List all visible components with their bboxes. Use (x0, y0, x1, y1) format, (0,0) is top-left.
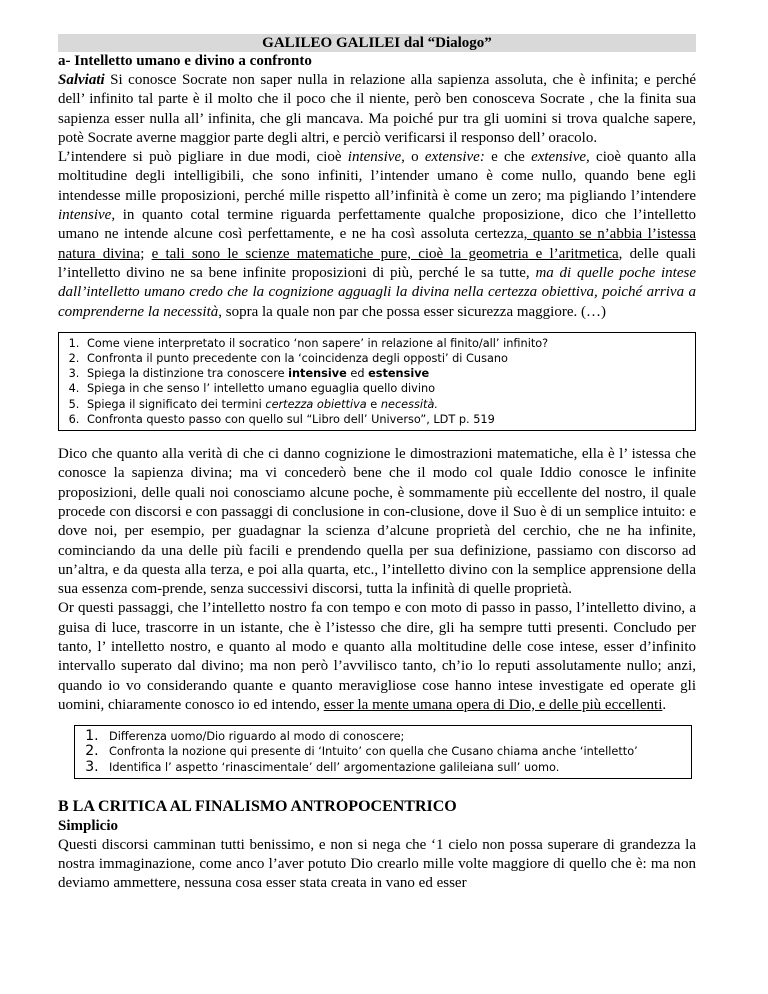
speaker-name: Salviati (58, 72, 105, 88)
question-item: 3. Identifica l’ aspetto ‘rinascimentale’ dell’ argomentazione galileiana sull’ uomo. (103, 760, 685, 775)
paragraph-simplicio: Questi discorsi camminan tutti benissimo, e non si nega che ‘1 cielo non possa superare di grandezza la nostra immaginazione, come anco l’aver potuto Dio crearlo mille volte maggiore di quello che è: ma non deviamo ammettere, nessuna cosa esser stata creata in vano ed esser (58, 836, 696, 892)
question-item: 4. Spiega in che senso l’ intelletto umano eguaglia quello divino (83, 381, 689, 396)
speaker-simplicio: Simplicio (58, 817, 119, 834)
questions-box-1 (58, 332, 696, 431)
document-page (58, 34, 696, 894)
question-item: 1. Differenza uomo/Dio riguardo al modo di conoscere; (103, 729, 685, 744)
paragraph-salviati-1: Salviati Si conosce Socrate non saper nulla in relazione alla sapienza assoluta, che è infinita; e perché dell’ infinito tal parte è il molto che il poco che il niente, però ben conosceva Socrate , che la finita sua sapienza esser nulla all’ infinita, che gli mancava. Ma poiché pur tra gli uomini si trova qualche sapere, potè Socrate averne maggior parte degli altri, e perciò verificarsi il responso dell’ oracolo. (58, 72, 696, 146)
questions-box-2 (74, 725, 692, 779)
question-item: 2. Confronta il punto precedente con la ‘coincidenza degli opposti’ di Cusano (83, 351, 689, 366)
question-item: 6. Confronta questo passo con quello sul “Libro dell’ Universo”, LDT p. 519 (83, 412, 689, 427)
paragraph-verita: Dico che quanto alla verità di che ci danno cognizione le dimostrazioni matematiche, ella è l’ istessa che conosce la sapienza divina; ma vi concederò bene che il modo col quale Iddio conosce le infinite proposizioni, delle quali noi conosciamo alcune poche, è sommamente più eccellente del nostro, il quale procede con discorsi e con passaggi di conclusione in con-clusione, dove il Suo è di un semplice intuito: e dove noi, per esempio, per guadagnar la scienza d’alcune proprietà del cerchio, che ne ha infinite, cominciando da una delle più facili e prendendo quella per sua definizione, passiamo con discorso ad un’altra, e da questa alla terza, e poi alla quarta, etc., l’intelletto divino con la semplice apprensione della sua essenza com-prende, senza successivi discorsi, tutta la infinità di quelle proprietà. (58, 446, 696, 598)
document-title: GALILEO GALILEI dal “Dialogo” (58, 34, 696, 52)
paragraph-passaggi: Or questi passaggi, che l’intelletto nostro fa con tempo e con moto di passo in passo, l’intelletto divino, a guisa di luce, trascorre in un istante, che è l’istesso che dire, gli ha sempre tutti presenti. Concludo per tanto, l’ intelletto nostro, e quanto al modo e quanto alla moltitudine delle cose intese, esser d’infinito intervallo superato dal divino; ma non però l’avvilisco tanto, ch’io lo reputi assolutamente nullo; anzi, quando io vo considerando quante e quanto meravigliose cose hanno intese investigate ed operate gli uomini, chiaramente conosco io ed intendo, esser la mente umana opera di Dio, e delle più eccellenti. (58, 600, 696, 713)
section-b-heading: B LA CRITICA AL FINALISMO ANTROPOCENTRICO (58, 797, 457, 815)
section-a-heading: a- Intelletto umano e divino a confronto (58, 53, 312, 69)
question-item: 1. Come viene interpretato il socratico ‘non sapere’ in relazione al finito/all’ infinito? (83, 336, 689, 351)
question-item: 3. Spiega la distinzione tra conoscere intensive ed estensive (83, 366, 689, 381)
paragraph-intendere: L’intendere si può pigliare in due modi, cioè intensive, o extensive: e che extensive, cioè quanto alla moltitudine degli intelligibili, che sono infiniti, l’intender umano è come nullo, quando bene egli intendesse mille proposizioni, perché mille rispetto all’infinità è come un zero; ma pigliando l’intendere intensive, in quanto cotal termine riguarda perfettamente qualche proposizione, dico che l’intelletto umano ne intende alcune così perfettamente, e ne ha così assoluta certezza, quanto se n’abbia l’istessa natura divina; e tali sono le scienze matematiche pure, cioè la geometria e l’aritmetica, delle quali l’intelletto divino ne sa bene infinite proposizioni di più, perché le sa tutte, ma di quelle poche intese dall’intelletto umano credo che la cognizione agguagli la divina nella certezza obiettiva, poiché arriva a comprenderne la necessità, sopra la quale non par che possa esser sicurezza maggiore. (…) (58, 149, 697, 320)
question-item: 2. Confronta la nozione qui presente di ‘Intuito’ con quella che Cusano chiama anche ‘intelletto’ (103, 744, 685, 759)
question-item: 5. Spiega il significato dei termini certezza obiettiva e necessità. (83, 397, 689, 412)
